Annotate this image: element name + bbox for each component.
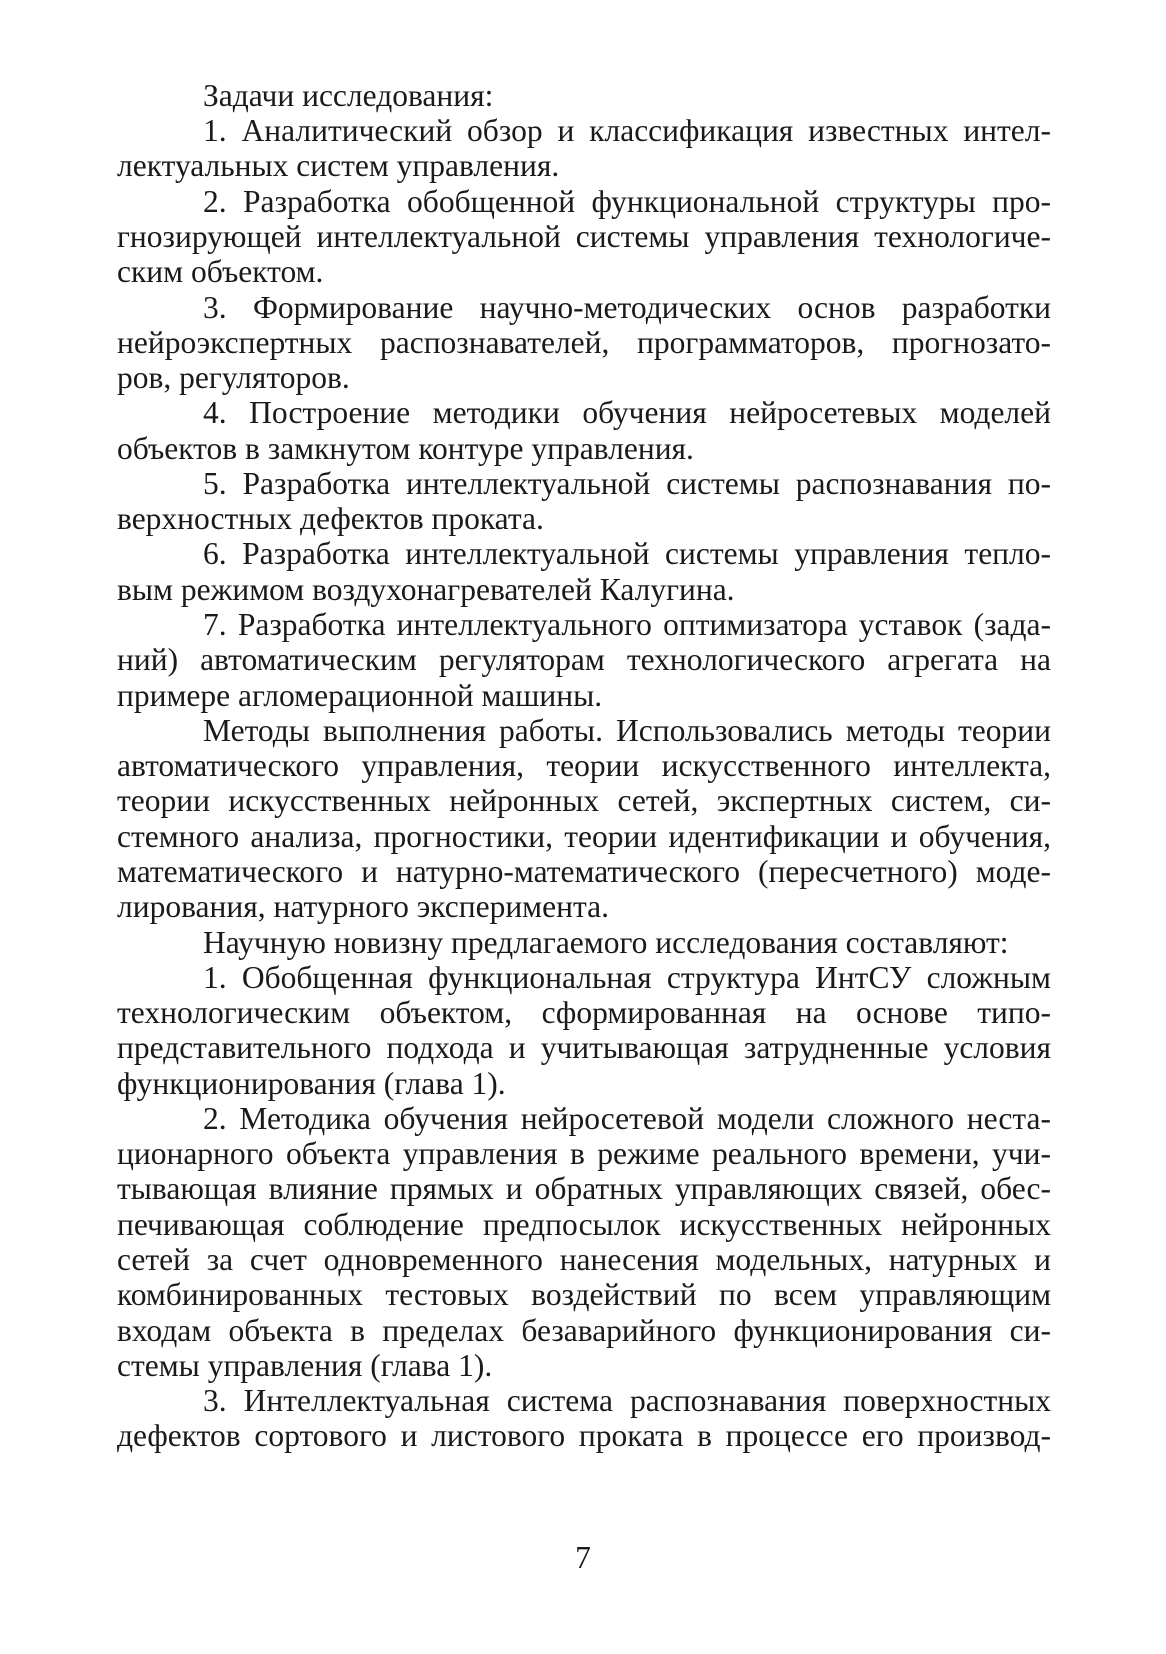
text-line: объектов в замкнутом контуре управления. [117, 431, 694, 466]
text-line: автоматического управления, теории искусственного интеллекта, [117, 748, 1051, 783]
text-line: ний) автоматическим регуляторам технологического агрегата на [117, 642, 1051, 677]
text-line: 5. Разработка интеллектуальной системы распознавания по- [203, 466, 1051, 501]
text-line: функционирования (глава 1). [117, 1066, 506, 1101]
text-line: 2. Разработка обобщенной функциональной структуры про- [203, 184, 1051, 219]
text-line: теории искусственных нейронных сетей, экспертных систем, си- [117, 783, 1051, 818]
text-line: 6. Разработка интеллектуальной системы управления тепло- [203, 536, 1051, 571]
text-line: комбинированных тестовых воздействий по всем управляющим [117, 1277, 1051, 1312]
text-line: лирования, натурного эксперимента. [117, 889, 609, 924]
text-line: примере агломерационной машины. [117, 678, 603, 713]
text-line: стемы управления (глава 1). [117, 1348, 493, 1383]
text-line: сетей за счет одновременного нанесения модельных, натурных и [117, 1242, 1051, 1277]
text-line: 7. Разработка интеллектуального оптимизатора уставок (зада- [203, 607, 1051, 642]
text-line: ционарного объекта управления в режиме реального времени, учи- [117, 1136, 1051, 1171]
text-line: технологическим объектом, сформированная на основе типо- [117, 995, 1051, 1030]
text-line: стемного анализа, прогностики, теории идентификации и обучения, [117, 819, 1051, 854]
text-line: представительного подхода и учитывающая затрудненные условия [117, 1030, 1051, 1065]
text-line: математического и натурно-математического (пересчетного) моде- [117, 854, 1051, 889]
text-line: тывающая влияние прямых и обратных управляющих связей, обес- [117, 1171, 1051, 1206]
text-line: 4. Построение методики обучения нейросетевых моделей [203, 395, 1051, 430]
text-line: дефектов сортового и листового проката в процессе его производ- [117, 1418, 1051, 1453]
text-line: 3. Формирование научно-методических основ разработки [203, 290, 1051, 325]
text-line: лектуальных систем управления. [117, 148, 560, 183]
text-line: верхностных дефектов проката. [117, 501, 544, 536]
text-line: нейроэкспертных распознавателей, программаторов, прогнозато- [117, 325, 1051, 360]
text-line: входам объекта в пределах безаварийного функционирования си- [117, 1313, 1051, 1348]
text-line: Методы выполнения работы. Использовались методы теории [203, 713, 1051, 748]
text-line: гнозирующей интеллектуальной системы управления технологиче- [117, 219, 1051, 254]
text-line: 1. Обобщенная функциональная структура ИнтСУ сложным [203, 960, 1051, 995]
page-number: 7 [575, 1540, 591, 1575]
text-line: 2. Методика обучения нейросетевой модели сложного неста- [203, 1101, 1051, 1136]
text-line: вым режимом воздухонагревателей Калугина. [117, 572, 735, 607]
text-line: Задачи исследования: [203, 78, 494, 113]
text-line: 3. Интеллектуальная система распознавания поверхностных [203, 1383, 1051, 1418]
text-line: ров, регуляторов. [117, 360, 350, 395]
text-line: печивающая соблюдение предпосылок искусственных нейронных [117, 1207, 1051, 1242]
text-line: ским объектом. [117, 254, 324, 289]
text-line: 1. Аналитический обзор и классификация известных интел- [203, 113, 1051, 148]
text-line: Научную новизну предлагаемого исследования составляют: [203, 925, 1009, 960]
